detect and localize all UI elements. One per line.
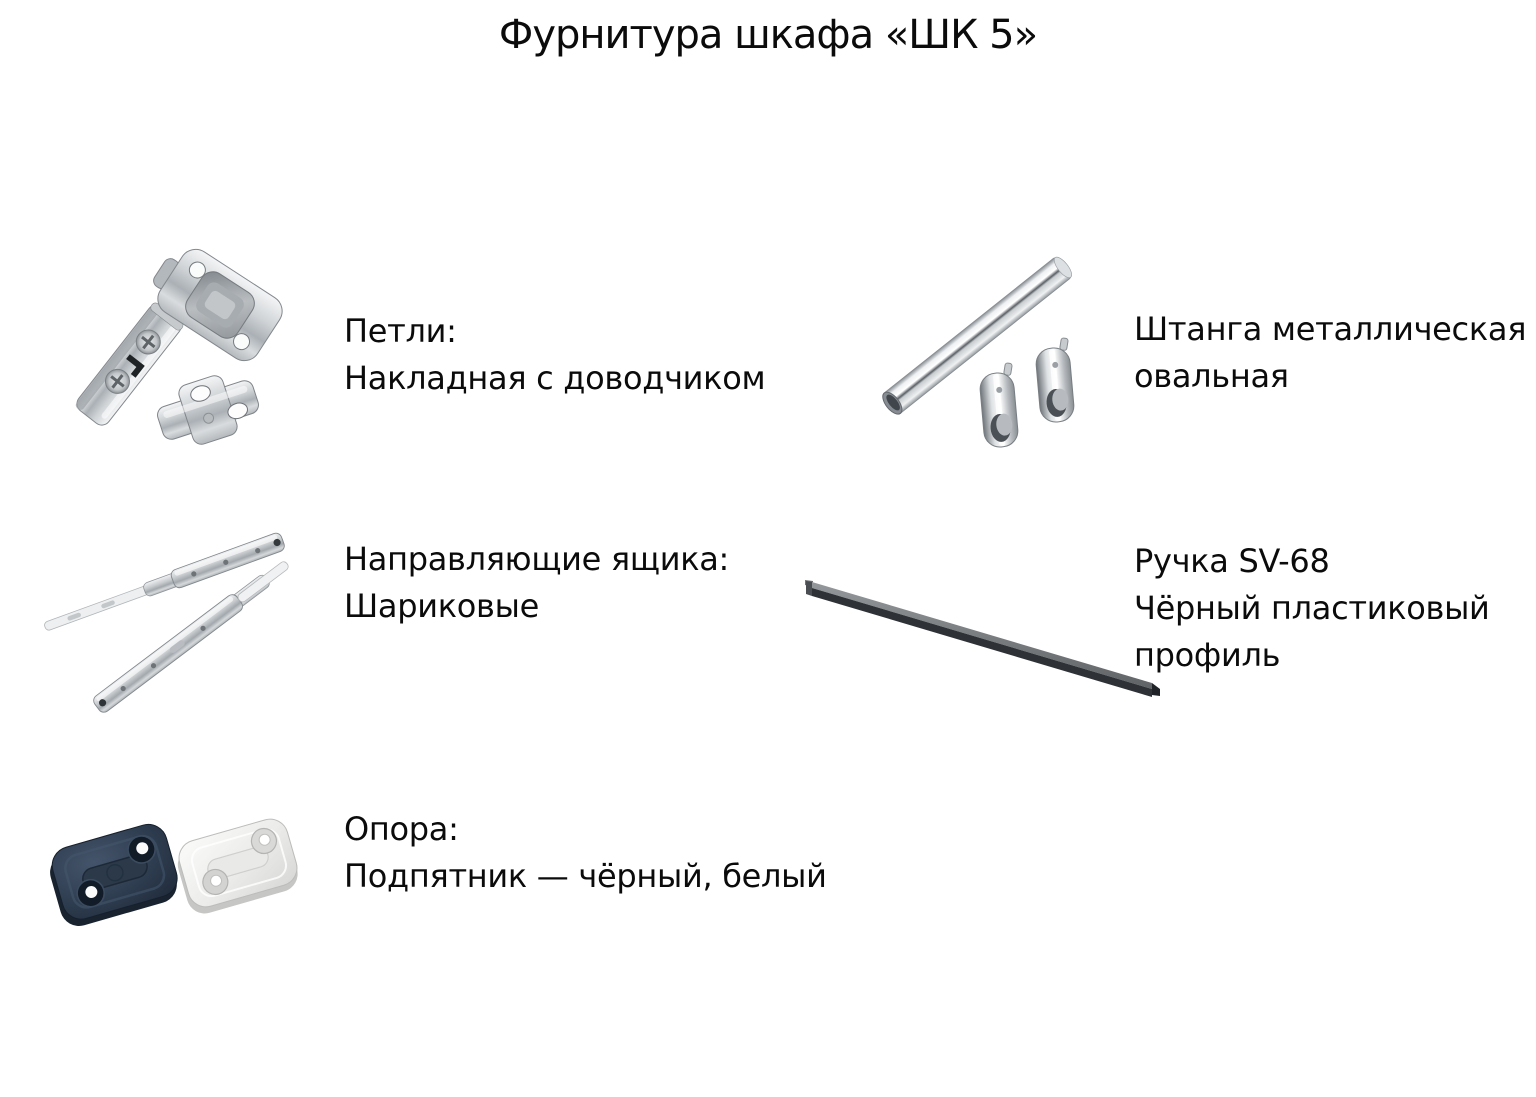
concealed-hinge-icon [60, 248, 322, 463]
slides-caption [344, 536, 729, 630]
hinge-image [60, 248, 322, 463]
furniture-feet-icon [40, 793, 305, 943]
handle-caption [1134, 538, 1490, 679]
hinges-caption-line2: Накладная с доводчиком [344, 359, 766, 397]
feet-caption [344, 806, 827, 900]
handle-caption-line3: профиль [1134, 636, 1281, 674]
slides-image [25, 518, 325, 723]
slides-caption-line2: Шариковые [344, 587, 539, 625]
oval-rod-icon [872, 255, 1107, 455]
handle-caption-line1: Ручка SV-68 [1134, 542, 1330, 580]
foot-white [172, 815, 303, 918]
slides-caption-line1: Направляющие ящика: [344, 540, 730, 578]
handle-caption-line2: Чёрный пластиковый [1134, 589, 1490, 627]
feet-caption-line2: Подпятник — чёрный, белый [344, 857, 827, 895]
foot-dark [44, 820, 183, 931]
rod-caption-line1: Штанга металлическая [1134, 310, 1527, 348]
feet-image [40, 793, 305, 943]
drawer-slides-icon [25, 518, 325, 723]
rod-image [872, 255, 1107, 455]
rod-caption [1134, 306, 1526, 400]
hinges-caption [344, 308, 765, 402]
handle-image [803, 568, 1163, 698]
hinges-caption-line1: Петли: [344, 312, 457, 350]
page-title: Фурнитура шкафа «ШК 5» [498, 12, 1038, 58]
feet-caption-line1: Опора: [344, 810, 459, 848]
profile-handle-icon [803, 568, 1163, 698]
rod-caption-line2: овальная [1134, 357, 1289, 395]
